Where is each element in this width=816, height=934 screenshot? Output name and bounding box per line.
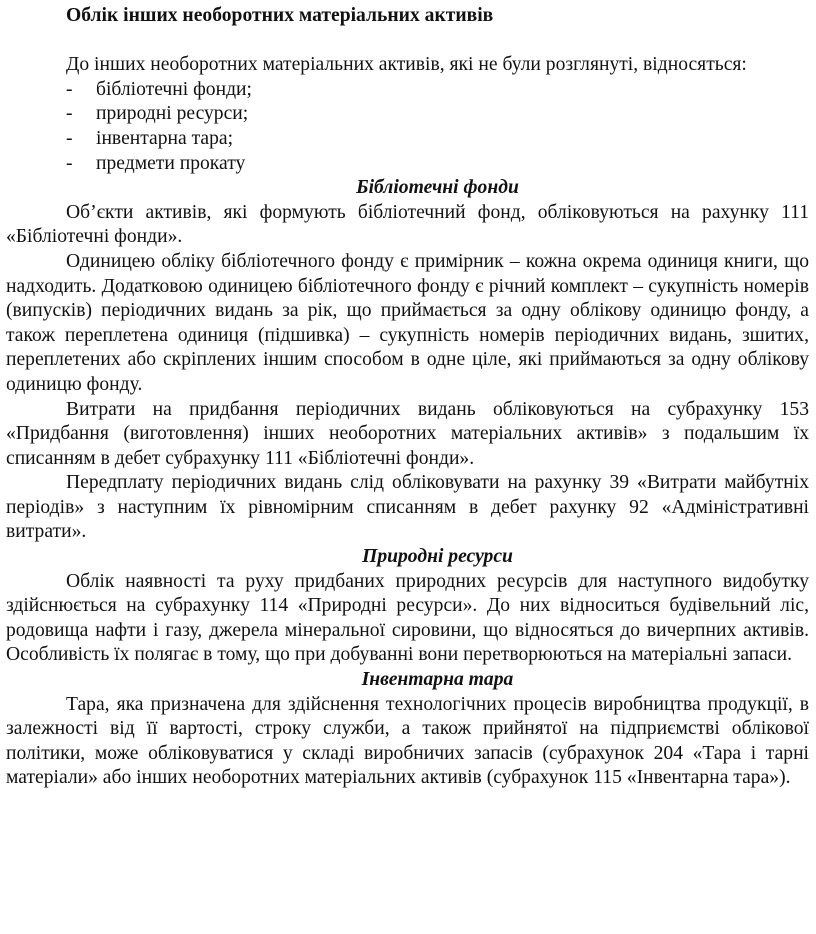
- section-heading-library: Бібліотечні фонди: [356, 177, 519, 199]
- list-item-text: бібліотечні фонди;: [96, 78, 252, 100]
- list-item: [6, 78, 809, 103]
- list-item: [6, 127, 809, 152]
- list-item: [6, 152, 809, 177]
- paragraph: Тара, яка призначена для здійснення технологічних процесів виробництва продукції, в залежності від її вартості, строку служби, а також прийнятої на підприємстві облікової політики, може обліковуватися у складі виробничих запасів (субрахунок 204 «Тара і тарні матеріали» або інших необоротних матеріальних активів (субрахунок 115 «Інвентарна тара»).: [6, 693, 809, 789]
- paragraph: Витрати на придбання періодичних видань обліковуються на субрахунку 153 «Придбання (виготовлення) інших необоротних матеріальних активів» з подальшим їх списанням в дебет субрахунку 111 «Бібліотечні фонди».: [6, 398, 809, 469]
- document-page: [6, 0, 809, 791]
- list-item: [6, 102, 809, 127]
- paragraph: Облік наявності та руху придбаних природних ресурсів для наступного видобутку здійснюється на субрахунку 114 «Природні ресурси». До них відноситься будівельний ліс, родовища нафти і газу, джерела мінеральної сировини, що відносяться до вичерпних активів. Особливість їх полягає в тому, що при добуванні вони перетворюються на матеріальні запаси.: [6, 570, 809, 666]
- list-item-text: інвентарна тара;: [96, 127, 234, 149]
- section-heading-tare: Інвентарна тара: [361, 669, 514, 691]
- list-item-text: предмети прокату: [96, 152, 246, 174]
- intro-paragraph: До інших необоротних матеріальних активів, які не були розглянуті, відносяться:: [66, 54, 747, 76]
- list-marker: -: [66, 127, 73, 149]
- list-item-text: природні ресурси;: [96, 103, 249, 125]
- document-title: Облік інших необоротних матеріальних активів: [66, 5, 494, 26]
- asset-list: [6, 78, 809, 176]
- paragraph: Одиницею обліку бібліотечного фонду є примірник – кожна окрема одиниця книги, що надходить. Додатковою одиницею бібліотечного фонду є річний комплект – сукупність номерів (випусків) періодичних видань за рік, що приймається за одну облікову одиницю фонду, а також переплетена одиниця (підшивка) – сукупність номерів періодичних видань, зшитих, переплетених або скріплених іншим способом в одне ціле, які приймаються за одну облікову одиницю фонду.: [6, 250, 809, 395]
- section-heading-natural: Природні ресурси: [362, 546, 513, 568]
- paragraph: Об’єкти активів, які формують бібліотечний фонд, обліковуються на рахунку 111 «Бібліотечні фонди».: [6, 201, 809, 248]
- list-marker: -: [66, 103, 73, 125]
- blank-line: [6, 29, 809, 54]
- list-marker: -: [66, 152, 73, 174]
- list-marker: -: [66, 78, 73, 100]
- paragraph: Передплату періодичних видань слід обліковувати на рахунку 39 «Витрати майбутніх періодів» з наступним їх рівномірним списанням в дебет рахунку 92 «Адміністративні витрати».: [6, 472, 809, 543]
